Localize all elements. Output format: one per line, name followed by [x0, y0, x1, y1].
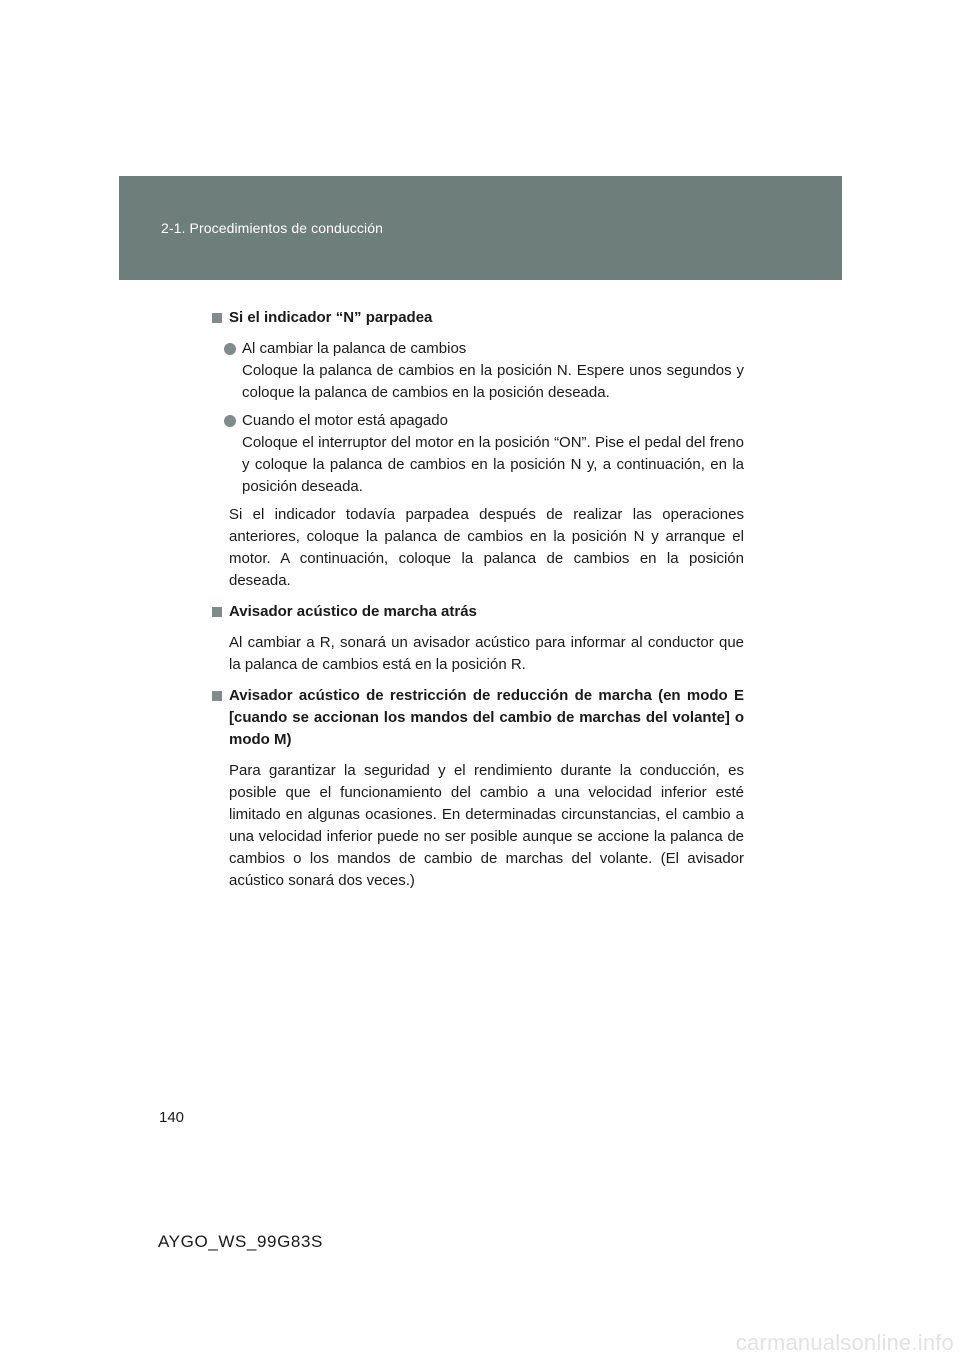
bullet-title: Al cambiar la palanca de cambios: [242, 340, 467, 357]
section-title: 2-1. Procedimientos de conducción: [161, 220, 383, 236]
square-bullet-icon: [212, 313, 222, 323]
n-blink-note: Si el indicador todavía parpadea después de realizar las operaciones anteriores, coloque la palanca de cambios en la posición N y arranque el motor. A continuación, coloque la palanca de cambios en la posición deseada.: [229, 506, 744, 589]
list-item-engine-off: [212, 410, 744, 498]
circle-bullet-icon: [224, 415, 236, 427]
downshift-buzzer-text: Para garantizar la seguridad y el rendimiento durante la conducción, es posible que el funcionamiento del cambio a una velocidad inferior esté limitado en algunas ocasiones. En determinadas circunstancias, el cambio a una velocidad inferior puede no ser posible aunque se accione la palanca de cambios o los mandos de cambio de marchas del volante. (El avisador acústico sonará dos veces.): [229, 762, 744, 889]
square-bullet-icon: [212, 691, 222, 701]
reverse-buzzer-text: Al cambiar a R, sonará un avisador acústico para informar al conductor que la palanca de cambios está en la posición R.: [229, 634, 744, 673]
heading-text: Si el indicador “N” parpadea: [229, 309, 433, 326]
header-band: [119, 176, 842, 280]
bullet-body: Coloque la palanca de cambios en la posición N. Espere unos segundos y coloque la palanca de cambios en la posición deseada.: [242, 362, 744, 401]
document-code: AYGO_WS_99G83S: [158, 1232, 323, 1251]
circle-bullet-icon: [224, 343, 236, 355]
heading-text: Avisador acústico de marcha atrás: [229, 603, 477, 620]
list-item-shift-lever: [212, 338, 744, 404]
bullet-title: Cuando el motor está apagado: [242, 412, 448, 429]
section-heading-n-blink: [212, 307, 744, 329]
bullet-body: Coloque el interruptor del motor en la posición “ON”. Pise el pedal del freno y coloque la palanca de cambios en la posición N y, a continuación, en la posición deseada.: [242, 434, 744, 495]
watermark: carmanualsonline.info: [735, 1330, 954, 1355]
section-heading-downshift-buzzer: [212, 685, 744, 751]
page-number: 140: [159, 1109, 185, 1126]
section-heading-reverse-buzzer: [212, 601, 744, 623]
square-bullet-icon: [212, 607, 222, 617]
page-content: [212, 307, 744, 901]
heading-text: Avisador acústico de restricción de reducción de marcha (en modo E [cuando se accionan los mandos del cambio de marchas del volante] o modo M): [229, 687, 744, 748]
